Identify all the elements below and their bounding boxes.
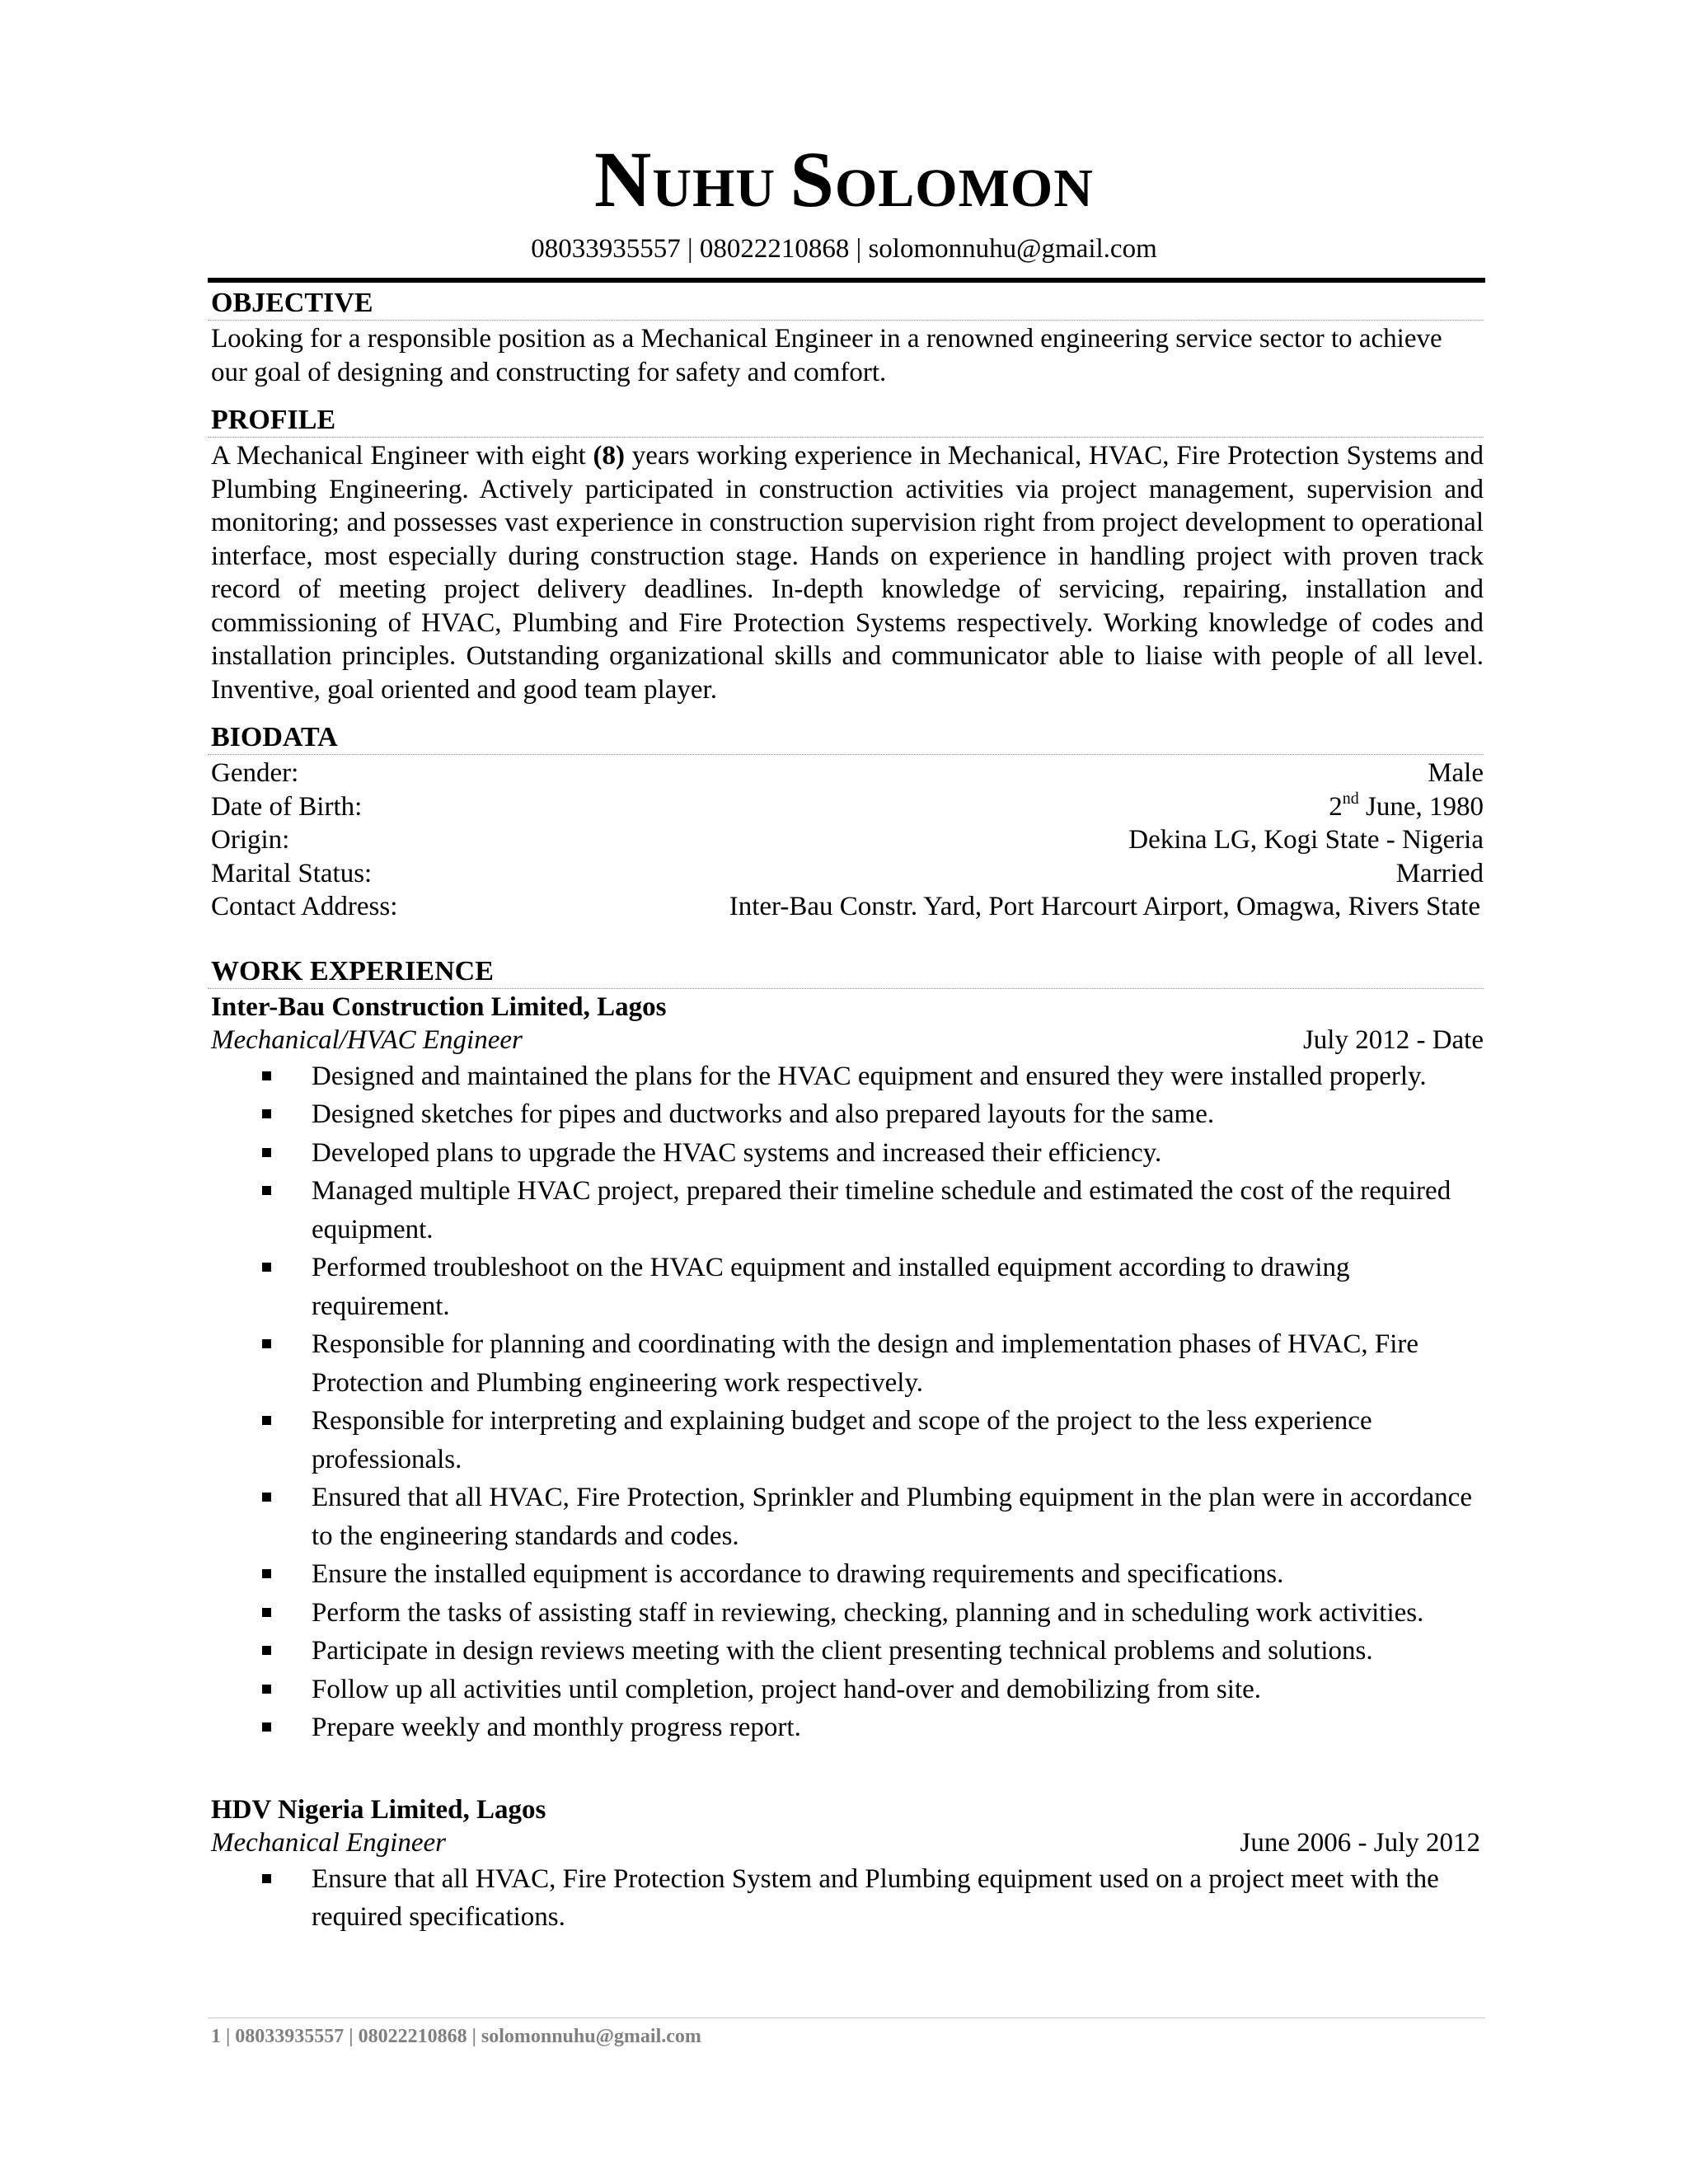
duty-item: Developed plans to upgrade the HVAC systems and increased their efficiency. [211,1134,1484,1173]
objective-divider [208,320,1484,321]
duty-item: Designed sketches for pipes and ductworks and also prepared layouts for the same. [211,1095,1484,1134]
square-bullet-icon [262,1722,271,1732]
square-bullet-icon [262,1416,271,1425]
origin-label: Origin: [211,825,290,855]
surname-rest: OLOMON [834,158,1094,218]
duty-item: Performed troubleshoot on the HVAC equipment and installed equipment according to drawing requirement. [211,1249,1484,1325]
duty-item: Ensure the installed equipment is accordance to drawing requirements and specifications. [211,1555,1484,1594]
job-entry [211,1793,1484,1937]
square-bullet-icon [262,1493,271,1502]
company-name: Inter-Bau Construction Limited, Lagos [211,991,667,1022]
objective-text: Looking for a responsible position as a Mechanical Engineer in a renowned engineering service sector to achieve our goal of designing and constructing for safety and comfort. [211,324,1442,387]
job-entry [211,991,1484,1747]
profile-text-start: A Mechanical Engineer with eight [211,441,593,471]
square-bullet-icon [262,1263,271,1272]
biodata-heading: BIODATA [211,722,338,752]
square-bullet-icon [262,1685,271,1694]
square-bullet-icon [262,1339,271,1348]
duty-item: Participate in design reviews meeting with the client presenting technical problems and solutions. [211,1632,1484,1671]
square-bullet-icon [262,1608,271,1617]
origin-value: Dekina LG, Kogi State - Nigeria [1128,825,1484,855]
duty-list [211,1057,1484,1747]
square-bullet-icon [262,1874,271,1883]
duty-item: Follow up all activities until completion, project hand-over and demobilizing from site. [211,1671,1484,1709]
job-role: Mechanical/HVAC Engineer [211,1025,523,1055]
marital-label: Marital Status: [211,858,373,888]
company-name: HDV Nigeria Limited, Lagos [211,1794,546,1825]
gender-value: Male [1428,758,1484,788]
profile-divider [208,437,1484,438]
square-bullet-icon [262,1569,271,1578]
marital-value: Married [1395,858,1484,888]
duty-item: Responsible for planning and coordinating with the design and implementation phases of HVAC, Fire Protection and Plumbing engineering work respectively. [211,1325,1484,1402]
profile-text-rest: years working experience in Mechanical, HVAC, Fire Protection Systems and Plumbing Engineering. Actively participated in construction activities via project management, supervision and monitoring; and possesses vast experience in construction supervision right from project development to operational interface, most especially during construction stage. Hands on experience in handling project with proven track record of meeting project delivery deadlines. In-depth knowledge of servicing, repairing, installation and commissioning of HVAC, Plumbing and Fire Protection Systems respectively. Working knowledge of codes and installation principles. Outstanding organizational skills and communicator able to liaise with people of all level. Inventive, goal oriented and good team player. [211,441,1484,705]
profile-heading: PROFILE [211,405,336,435]
work-experience-divider [208,988,1484,989]
dob-day: 2 [1329,791,1343,822]
square-bullet-icon [262,1646,271,1655]
job-role: Mechanical Engineer [211,1828,446,1858]
square-bullet-icon [262,1186,271,1195]
resume-content [211,287,1484,1937]
biodata-address-row [211,890,1484,924]
name-initial: N [594,135,653,223]
biodata-origin-row [211,823,1484,857]
biodata-gender-row [211,757,1484,790]
dob-label: Date of Birth: [211,791,363,822]
address-value: Inter-Bau Constr. Yard, Port Harcourt Airport, Omagwa, Rivers State [729,892,1480,921]
biodata-divider [208,754,1484,755]
page-footer: 1 | 08033935557 | 08022210868 | solomonnuhu@gmail.com [211,2026,701,2047]
duty-item: Ensured that all HVAC, Fire Protection, Sprinkler and Plumbing equipment in the plan were in accordance to the engineering standards and codes. [211,1479,1484,1555]
role-row [211,1826,1484,1860]
job-dates: June 2006 - July 2012 [1240,1828,1480,1858]
role-row [211,1024,1484,1057]
duty-list [211,1860,1484,1937]
duty-item: Responsible for interpreting and explaining budget and scope of the project to the less experience professionals. [211,1402,1484,1479]
square-bullet-icon [262,1071,271,1080]
duty-item: Managed multiple HVAC project, prepared their timeline schedule and estimated the cost of the required equipment. [211,1172,1484,1249]
square-bullet-icon [262,1109,271,1118]
gender-label: Gender: [211,758,299,788]
surname-initial: S [790,135,835,223]
name-first-rest: UHU [652,158,776,218]
duty-item: Ensure that all HVAC, Fire Protection System and Plumbing equipment used on a project meet with the required specifications. [211,1860,1484,1937]
profile-years: (8) [593,441,626,471]
biodata-dob-row [211,790,1484,824]
header-divider [208,278,1485,283]
profile-text [211,439,1484,706]
duty-item: Perform the tasks of assisting staff in reviewing, checking, planning and in scheduling work activities. [211,1594,1484,1633]
address-label: Contact Address: [211,892,398,921]
biodata-marital-row [211,857,1484,891]
applicant-name [0,135,1688,223]
duty-item: Prepare weekly and monthly progress report. [211,1708,1484,1747]
job-dates: July 2012 - Date [1302,1025,1484,1055]
dob-rest: June, 1980 [1358,791,1484,822]
contact-line: 08033935557 | 08022210868 | solomonnuhu@gmail.com [531,234,1157,264]
duty-item: Designed and maintained the plans for the HVAC equipment and ensured they were installed properly. [211,1057,1484,1096]
objective-heading: OBJECTIVE [211,288,373,318]
square-bullet-icon [262,1148,271,1157]
dob-value [1329,790,1484,824]
dob-suffix: nd [1342,789,1359,808]
work-experience-heading: WORK EXPERIENCE [211,955,494,987]
